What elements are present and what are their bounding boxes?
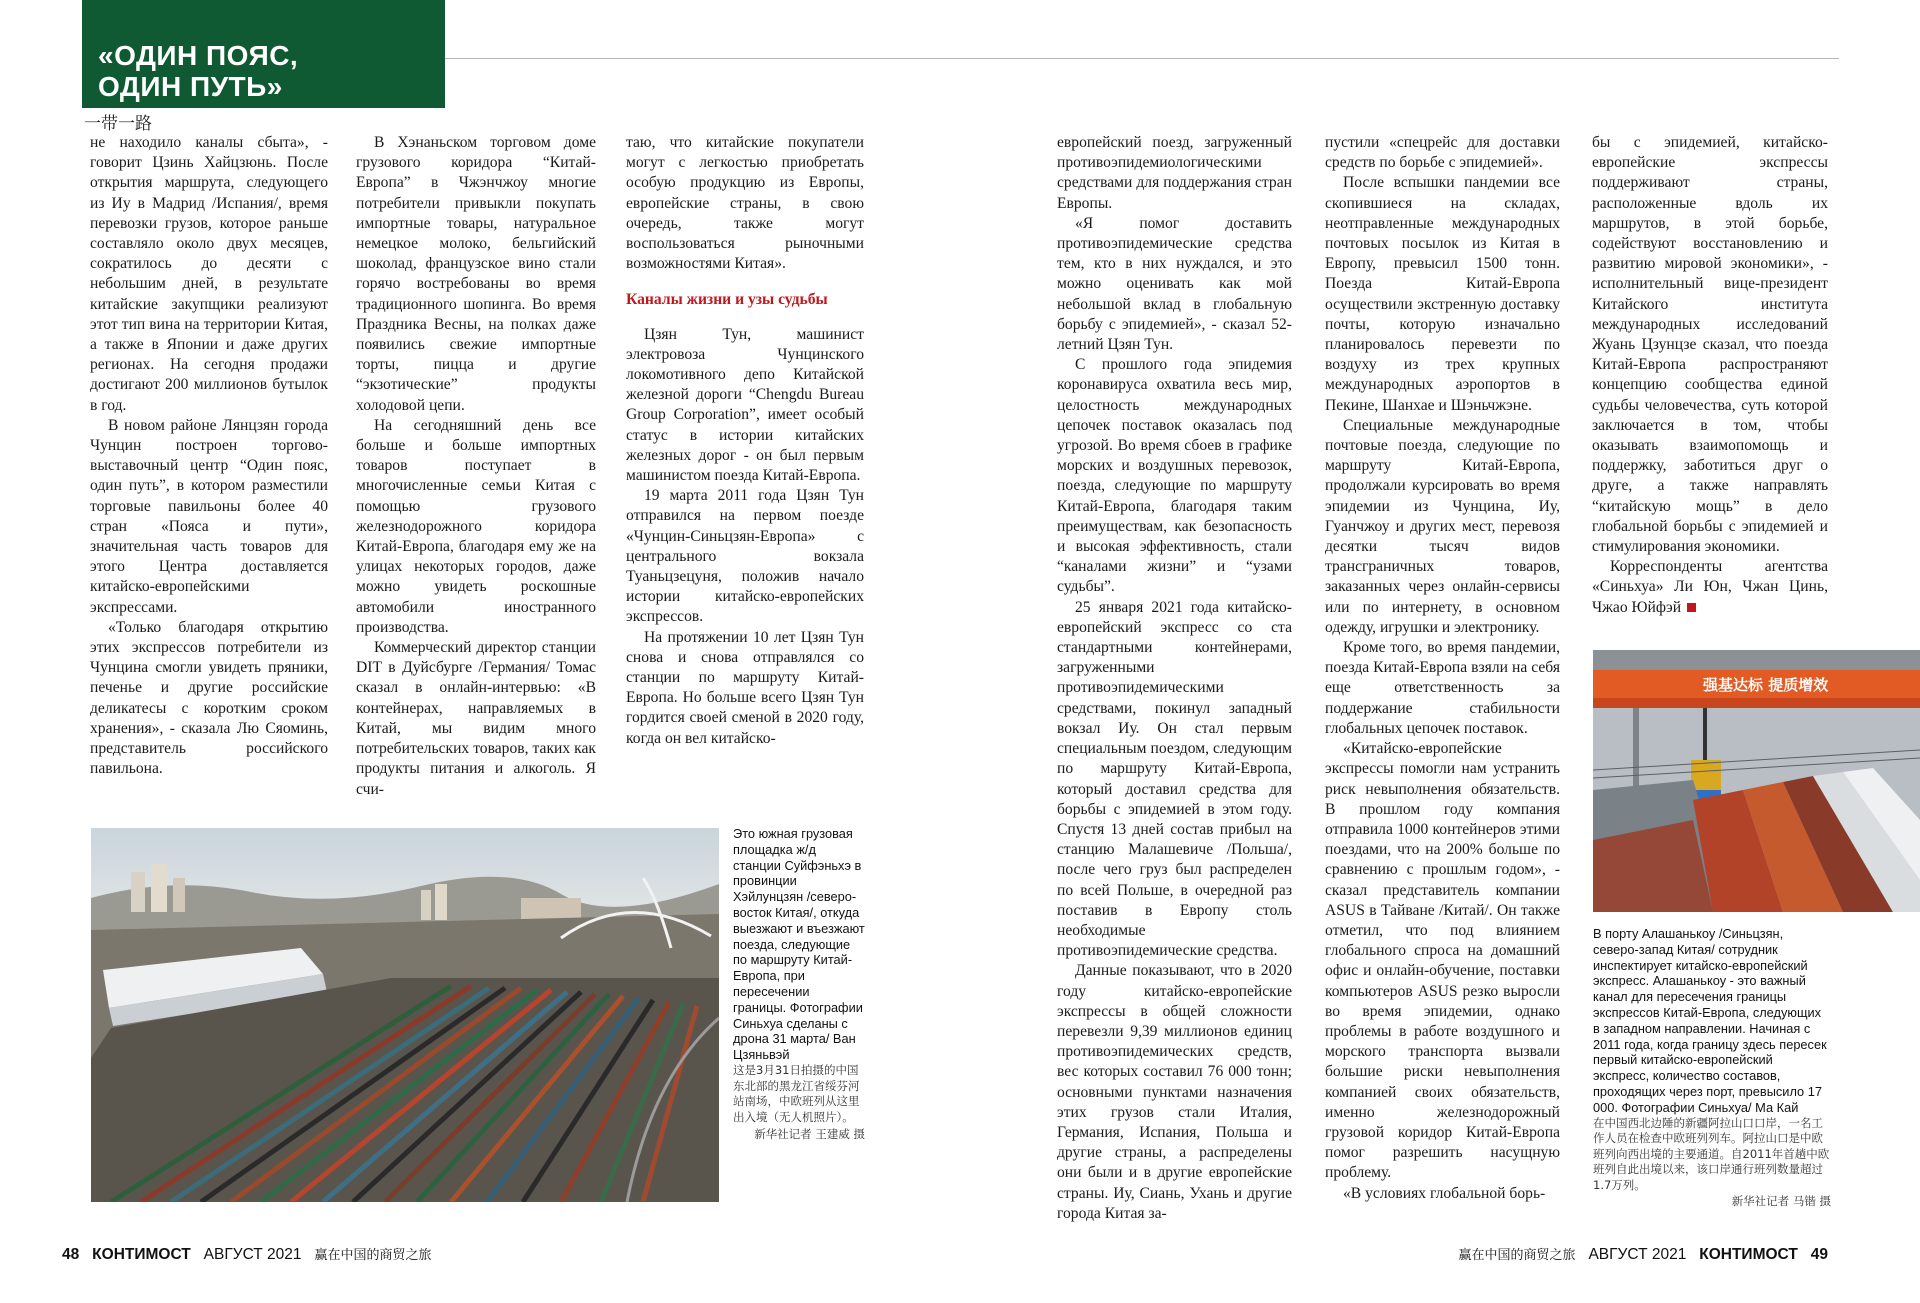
paragraph: бы с эпидемией, китайско-европейские экспрессы поддерживают страны, расположенные вдоль их маршрутов, в этой борьбе, содействуют восстановлению и развитию мировой экономики», - исполнительный вице-президент Китайского института международных исследований Жуань Цзунцзе сказал, что поезда Китай-Европа распространяют концепцию сообщества единой судьбы человечества, суть которой заключается в том, чтобы оказывать взаимопомощь и поддержку, заботиться друг о друге, а также направлять “китайскую мощь” в дело глобальной борьбы с эпидемией и стимулирования экономики. [1592,134,1828,556]
paragraph: С прошлого года эпидемия коронавируса охватила весь мир, целостность международных цепочек поставок оказалась под угрозой. Во время сбоев в графике морских и воздушных перевозок, поезда, следующие по маршруту Китай-Европа, благодаря таким преимуществам, как безопасность и высокая эффективность, стали “каналами жизни” и “узами судьбы”. [1057,356,1292,596]
rail-yard-photo [91,828,719,1202]
paragraph: Цзян Тун, машинист электровоза Чунцинского локомотивного депо Китайской железной дороги “Chengdu Bureau Group Corporation”, имеет особый статус в истории китайских железных дорог - он был первым машинистом поезда Китай-Европа. [626,325,864,485]
byline [1592,557,1828,618]
page-number: 49 [1810,1246,1828,1263]
section-title-line1: «ОДИН ПОЯС, [98,40,299,71]
end-mark-icon [1687,603,1696,612]
subheading: Каналы жизни и узы судьбы [626,291,828,309]
paragraph: «Я помог доставить противоэпидемические средства тем, кто в них нуждался, и это можно оценивать как мой небольшой вклад в глобальную борьбу с эпидемией», - сказал 52-летний Цзян Тун. [1057,214,1292,354]
right-page-column-2 [1325,133,1560,1204]
paragraph: пустили «спецрейс для доставки средств по борьбе с эпидемией». [1325,134,1560,172]
slogan-cn: 赢在中国的商贸之旅 [1458,1248,1576,1263]
magazine-name: КОНТИМОСТ [1699,1246,1798,1263]
left-page-column-2 [356,133,596,800]
port-illustration [1593,650,1920,912]
paragraph: Специальные международные почтовые поезда, следующие по маршруту Китай-Европа, продолжали курсировать во время эпидемии из Чунцина, Иу, Гуанчжоу и других мест, перевозя десятки тысяч видов трансграничных товаров, заказанных через онлайн-сервисы или по интернету, в основном одежду, игрушки и электронику. [1325,416,1560,636]
section-badge [82,0,445,108]
rail-yard-photo-caption [733,826,865,1143]
photo-credit-cn: 新华社记者 王建威 摄 [754,1127,865,1142]
right-page-column-1 [1057,133,1292,1224]
paragraph: 19 марта 2011 года Цзян Тун отправился на первом поезде «Чунцин-Синьцзян-Европа» с центрального вокзала Туаньцзецуня, положив начало истории китайско-европейских экспрессов. [626,487,864,626]
left-page-column-3 [626,133,864,749]
paragraph: таю, что китайские покупатели могут с легкостью приобретать особую продукцию из Европы, европейские страны, в свою очередь, также могут воспользоваться рыночными возможностями Китая». [626,134,864,273]
page-number: 48 [62,1246,80,1263]
paragraph: «В условиях глобальной борь- [1343,1184,1546,1202]
paragraph: Данные показывают, что в 2020 году китайско-европейские экспрессы в общей сложности перевезли 9,39 миллионов единиц противоэпидемических средств, вес которых составил 76 000 тонн; основными пунктами назначения этих грузов стали Италия, Германия, Испания, Польша и другие страны, а распределены они были и в другие европейские страны. Иу, Сиань, Ухань и другие города Китая за- [1057,962,1292,1222]
photo-credit-cn: 新华社记者 马锴 摄 [1731,1193,1831,1208]
paragraph: В новом районе Лянцзян города Чунцин построен торгово-выставочный центр “Один пояс, один путь”, в котором разместили торговые павильоны более 40 стран «Пояса и пути», значительная часть товаров для этого Центра доставляется китайско-европейскими экспрессами. [90,416,328,616]
paragraph: В Хэнаньском торговом доме грузового коридора “Китай-Европа” в Чжэнчжоу многие потребители привыкли покупать импортные товары, натуральное немецкое молоко, бельгийский шоколад, французское вино стали горячо востребованы во время традиционного шопинга. Во время Праздника Весны, на полках даже появились свежие импортные торты, пицца и другие “экзотические” продукты холодовой цепи. [356,134,596,414]
paragraph: Кроме того, во время пандемии, поезда Китай-Европа взяли на себя еще ответственность за поддержание стабильности глобальных цепочек поставок. [1325,639,1560,737]
paragraph: не находило каналы сбыта», - говорит Цзинь Хайцзюнь. После открытия маршрута, следующего из Иу в Мадрид /Испания/, время перевозки грузов, которое раньше составляло около двух месяцев, сократилось до десяти с небольшим дней, в результате китайские закупщики реализуют этот тип вина на территории Китая, а также в Японии и даже других регионах. На сегодня продажи достигают 200 миллионов бутылок в год. [90,134,328,414]
issue-date: АВГУСТ 2021 [203,1246,302,1263]
issue-date: АВГУСТ 2021 [1588,1246,1687,1263]
byline-text: Корреспонденты агентства «Синьхуа» Ли Юн, Чжан Цинь, Чжао Юйфэй [1592,558,1828,616]
paragraph: европейский поезд, загруженный противоэпидемиологическими средствами для поддержания стран Европы. [1057,134,1292,212]
caption-ru: В порту Алашанькоу /Синьцзян, северо-запад Китая/ сотрудник инспектирует китайско-европейский экспресс. Алашанькоу - это важный канал для пересечения границы экспрессов Китай-Европа, следующих в западном направлении. Начиная с 2011 года, когда границу здесь пересек первый китайско-европейский экспресс, количество составов, проходящих через порт, превысило 17 000. Фотографии Синьхуа/ Ма Кай [1593,926,1827,1115]
paragraph: На протяжении 10 лет Цзян Тун снова и снова отправлялся со станции по маршруту Китай-Европа. Но больше всего Цзян Тун гордится своей сменой в 2020 году, когда он вел китайско- [626,628,864,747]
paragraph: После вспышки пандемии все скопившиеся на складах, неотправленные международных почтовых посылок из Китая в Европу, превысил 1500 тонн. Поезда Китай-Европа осуществили экстренную доставку почты, которую изначально планировалось перевезти по воздуху из трех крупных международных аэропортов в Пекине, Шанхае и Шэньчжэне. [1325,174,1560,414]
section-subtitle-cn: 一带一路 [84,114,152,134]
caption-cn: 这是3月31日拍摄的中国东北部的黑龙江省绥芬河站南场，中欧班列从这里出入境（无人机照片）。 [733,1062,860,1124]
right-page-column-3 [1592,133,1828,618]
paragraph: На сегодняшний день все больше и больше импортных товаров поступает в многочисленные семьи Китая с помощью грузового железнодорожного коридора Китай-Европа, благодаря ему же на улицах некоторых городов, даже можно увидеть роскошные автомобили иностранного производства. [356,416,596,636]
slogan-cn: 赢在中国的商贸之旅 [314,1248,432,1263]
header-rule [445,58,1839,59]
paragraph: Коммерческий директор станции DIT в Дуйсбурге /Германия/ Томас сказал в онлайн-интервью: «В контейнерах, направляемых в Китай, мы видим много потребительских товаров, таких как продукты питания и алкоголь. Я счи- [356,639,596,798]
magazine-name: КОНТИМОСТ [92,1246,191,1263]
rail-yard-illustration [91,828,719,1202]
right-folio [1459,1244,1828,1264]
paragraph: «Китайско-европейские экспрессы помогли нам устранить риск невыполнения обязательств. В прошлом году компания отправила 1000 контейнеров этими поездами, что на 200% больше по сравнению с прошлым годом», - сказал представитель компании ASUS в Тайване /Китай/. Он также отметил, что под влиянием глобального спроса на домашний офис и онлайн-обучение, поставки компьютеров ASUS резко выросли во время эпидемии, однако проблемы в работе воздушного и морского транспорта вызвали большие риски невыполнения компанией своих обязательств, именно железнодорожный грузовой коридор Китай-Европа помог разрешить насущную проблему. [1325,740,1560,1182]
caption-ru: Это южная грузовая площадка ж/д станции Суйфэньхэ в провинции Хэйлунцзян /северо-восток Китая/, откуда выезжают и въезжают поезда, следующие по маршруту Китай-Европа, при пересечении границы. Фотографии Синьхуа сделаны с дрона 31 марта/ Ван Цзяньвэй [733,826,865,1063]
port-photo-caption [1593,926,1831,1209]
paragraph: 25 января 2021 года китайско-европейский экспресс со ста стандартными контейнерами, загруженными противоэпидемическими средствами, покинул западный вокзал Иу. Он стал первым специальным поездом, следующим по маршруту Китай-Европа, который доставил средства для борьбы с эпидемией в этом году. Спустя 13 дней состав прибыл на станцию Малашевиче /Польша/, после чего груз был распределен по всей Польше, в очередной раз поставив в Европу столь необходимые противоэпидемические средства. [1057,598,1292,960]
left-page-column-1 [90,133,328,780]
port-photo [1593,650,1920,912]
paragraph: «Только благодаря открытию этих экспрессов потребители из Чунцина смогли увидеть пряники, печенье и другие российские деликатесы с коротким сроком хранения», - сказала Лю Сяоминь, представитель российского павильона. [90,618,328,778]
left-folio [62,1244,431,1264]
crane-banner-text: 强基达标 提质增效 [1703,676,1829,694]
section-title-line2: ОДИН ПУТЬ» [98,71,283,102]
caption-cn: 在中国西北边陲的新疆阿拉山口口岸，一名工作人员在检查中欧班列列车。阿拉山口是中欧班列向西出境的主要通道。自2011年首趟中欧班列自此出境以来，该口岸通行班列数量超过1.7万列。 [1593,1115,1830,1192]
